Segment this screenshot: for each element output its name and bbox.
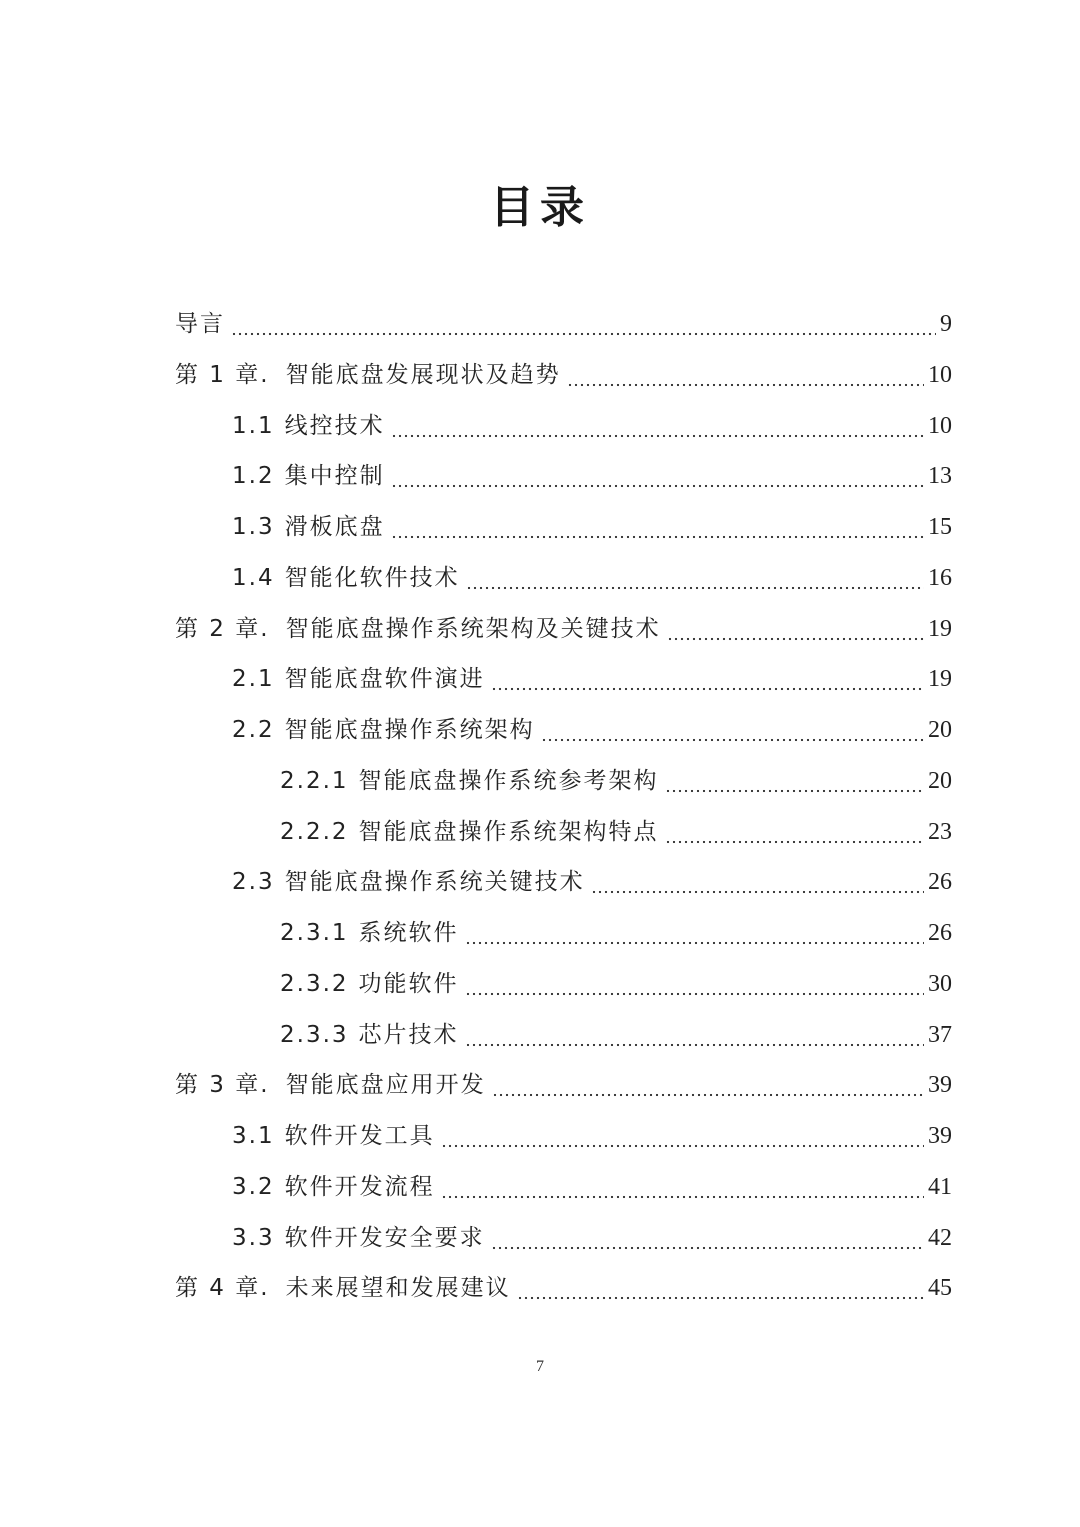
toc-entry-number: 第 1 章. [175, 362, 270, 388]
toc-entry-section-1-2[interactable] [232, 451, 952, 501]
toc-entry-number: 2.3.3 [280, 1022, 349, 1048]
toc-leader-dots [465, 959, 924, 1009]
toc-entry-section-2-2-1[interactable] [280, 756, 952, 806]
toc-entry-section-2-3-1[interactable] [280, 908, 952, 958]
toc-entry-text: 功能软件 [358, 971, 459, 997]
toc-leader-dots [391, 451, 924, 501]
toc-page-number: 39 [928, 1123, 952, 1149]
toc-entry-section-2-3-2[interactable] [280, 959, 952, 1009]
toc-entry-intro[interactable] [175, 299, 952, 349]
toc-page-number: 23 [928, 819, 952, 845]
toc-entry-number: 2.2.1 [280, 768, 349, 794]
toc-entry-chapter-3[interactable] [175, 1060, 952, 1110]
toc-leader-dots [567, 350, 924, 400]
toc-leader-dots [465, 1010, 924, 1060]
toc-leader-dots [466, 553, 924, 603]
toc-entry-chapter-4[interactable] [175, 1263, 952, 1313]
toc-page-number: 9 [940, 311, 952, 337]
toc-entry-text: 芯片技术 [358, 1022, 459, 1048]
toc-entry-chapter-2[interactable] [175, 604, 952, 654]
toc-entry-section-3-2[interactable] [232, 1162, 952, 1212]
toc-entry-number: 3.1 [232, 1123, 275, 1149]
toc-entry-section-2-1[interactable] [232, 654, 952, 704]
toc-entry-number: 第 4 章. [175, 1275, 270, 1301]
toc-leader-dots [491, 1213, 924, 1263]
toc-entry-number: 2.3 [232, 869, 275, 895]
toc-page-number: 26 [928, 920, 952, 946]
toc-page-number: 15 [928, 514, 952, 540]
toc-entry-number: 1.1 [232, 413, 275, 439]
toc-page-number: 10 [928, 413, 952, 439]
toc-entry-text: 智能底盘操作系统架构特点 [358, 819, 659, 845]
toc-entry-number: 2.2 [232, 717, 275, 743]
toc-page-number: 20 [928, 768, 952, 794]
footer-page-number: 7 [536, 1358, 544, 1375]
toc-entry-section-2-2-2[interactable] [280, 807, 952, 857]
toc-entry-text: 智能底盘应用开发 [285, 1072, 486, 1098]
toc-leader-dots [667, 604, 924, 654]
toc-entry-text: 未来展望和发展建议 [285, 1275, 511, 1301]
toc-entry-number: 2.2.2 [280, 819, 349, 845]
toc-entry-text: 智能底盘发展现状及趋势 [285, 362, 561, 388]
toc-leader-dots [441, 1162, 924, 1212]
toc-entry-section-3-3[interactable] [232, 1213, 952, 1263]
toc-leader-dots [441, 1111, 924, 1161]
toc-leader-dots [491, 654, 924, 704]
toc-entry-text: 智能底盘软件演进 [284, 666, 485, 692]
toc-entry-text: 系统软件 [358, 920, 459, 946]
toc-leader-dots [517, 1263, 924, 1313]
toc-entry-number: 导言 [175, 311, 225, 337]
toc-entry-section-3-1[interactable] [232, 1111, 952, 1161]
toc-page-number: 41 [928, 1174, 952, 1200]
toc-entry-text: 智能化软件技术 [284, 565, 460, 591]
toc-leader-dots [591, 857, 924, 907]
toc-entry-text: 软件开发工具 [284, 1123, 435, 1149]
toc-page-number: 45 [928, 1275, 952, 1301]
toc-leader-dots [492, 1060, 924, 1110]
toc-page-number: 26 [928, 869, 952, 895]
toc-entry-section-2-2[interactable] [232, 705, 952, 755]
toc-entry-number: 3.2 [232, 1174, 275, 1200]
toc-page-number: 39 [928, 1072, 952, 1098]
toc-entry-number: 1.4 [232, 565, 275, 591]
toc-leader-dots [391, 502, 924, 552]
toc-page-number: 10 [928, 362, 952, 388]
toc-entry-text: 智能底盘操作系统关键技术 [284, 869, 585, 895]
toc-entry-text: 智能底盘操作系统架构及关键技术 [285, 616, 661, 642]
toc-leader-dots [231, 299, 936, 349]
toc-entry-text: 软件开发流程 [284, 1174, 435, 1200]
toc-page-number: 37 [928, 1022, 952, 1048]
toc-leader-dots [391, 401, 924, 451]
page-title: 目录 [490, 182, 590, 233]
toc-page-number: 42 [928, 1225, 952, 1251]
toc-entry-text: 集中控制 [284, 463, 385, 489]
toc-page-number: 19 [928, 666, 952, 692]
toc-entry-text: 智能底盘操作系统参考架构 [358, 768, 659, 794]
toc-entry-number: 3.3 [232, 1225, 275, 1251]
toc-entry-text: 线控技术 [284, 413, 385, 439]
toc-page-number: 20 [928, 717, 952, 743]
toc-entry-number: 2.3.2 [280, 971, 349, 997]
toc-leader-dots [465, 908, 924, 958]
toc-entry-text: 智能底盘操作系统架构 [284, 717, 535, 743]
toc-leader-dots [541, 705, 924, 755]
toc-entry-text: 软件开发安全要求 [284, 1225, 485, 1251]
toc-entry-section-2-3[interactable] [232, 857, 952, 907]
toc-entry-number: 第 2 章. [175, 616, 270, 642]
toc-leader-dots [665, 807, 924, 857]
toc-page-number: 16 [928, 565, 952, 591]
toc-entry-section-2-3-3[interactable] [280, 1010, 952, 1060]
toc-page-number: 19 [928, 616, 952, 642]
toc-page-number: 13 [928, 463, 952, 489]
toc-entry-number: 1.3 [232, 514, 275, 540]
toc-entry-number: 2.3.1 [280, 920, 349, 946]
toc-entry-section-1-4[interactable] [232, 553, 952, 603]
toc-entry-section-1-3[interactable] [232, 502, 952, 552]
toc-entry-number: 2.1 [232, 666, 275, 692]
toc-entry-chapter-1[interactable] [175, 350, 952, 400]
toc-entry-text: 滑板底盘 [284, 514, 385, 540]
toc-page-number: 30 [928, 971, 952, 997]
toc-entry-section-1-1[interactable] [232, 401, 952, 451]
toc-entry-number: 1.2 [232, 463, 275, 489]
toc-entry-number: 第 3 章. [175, 1072, 270, 1098]
toc-leader-dots [665, 756, 924, 806]
